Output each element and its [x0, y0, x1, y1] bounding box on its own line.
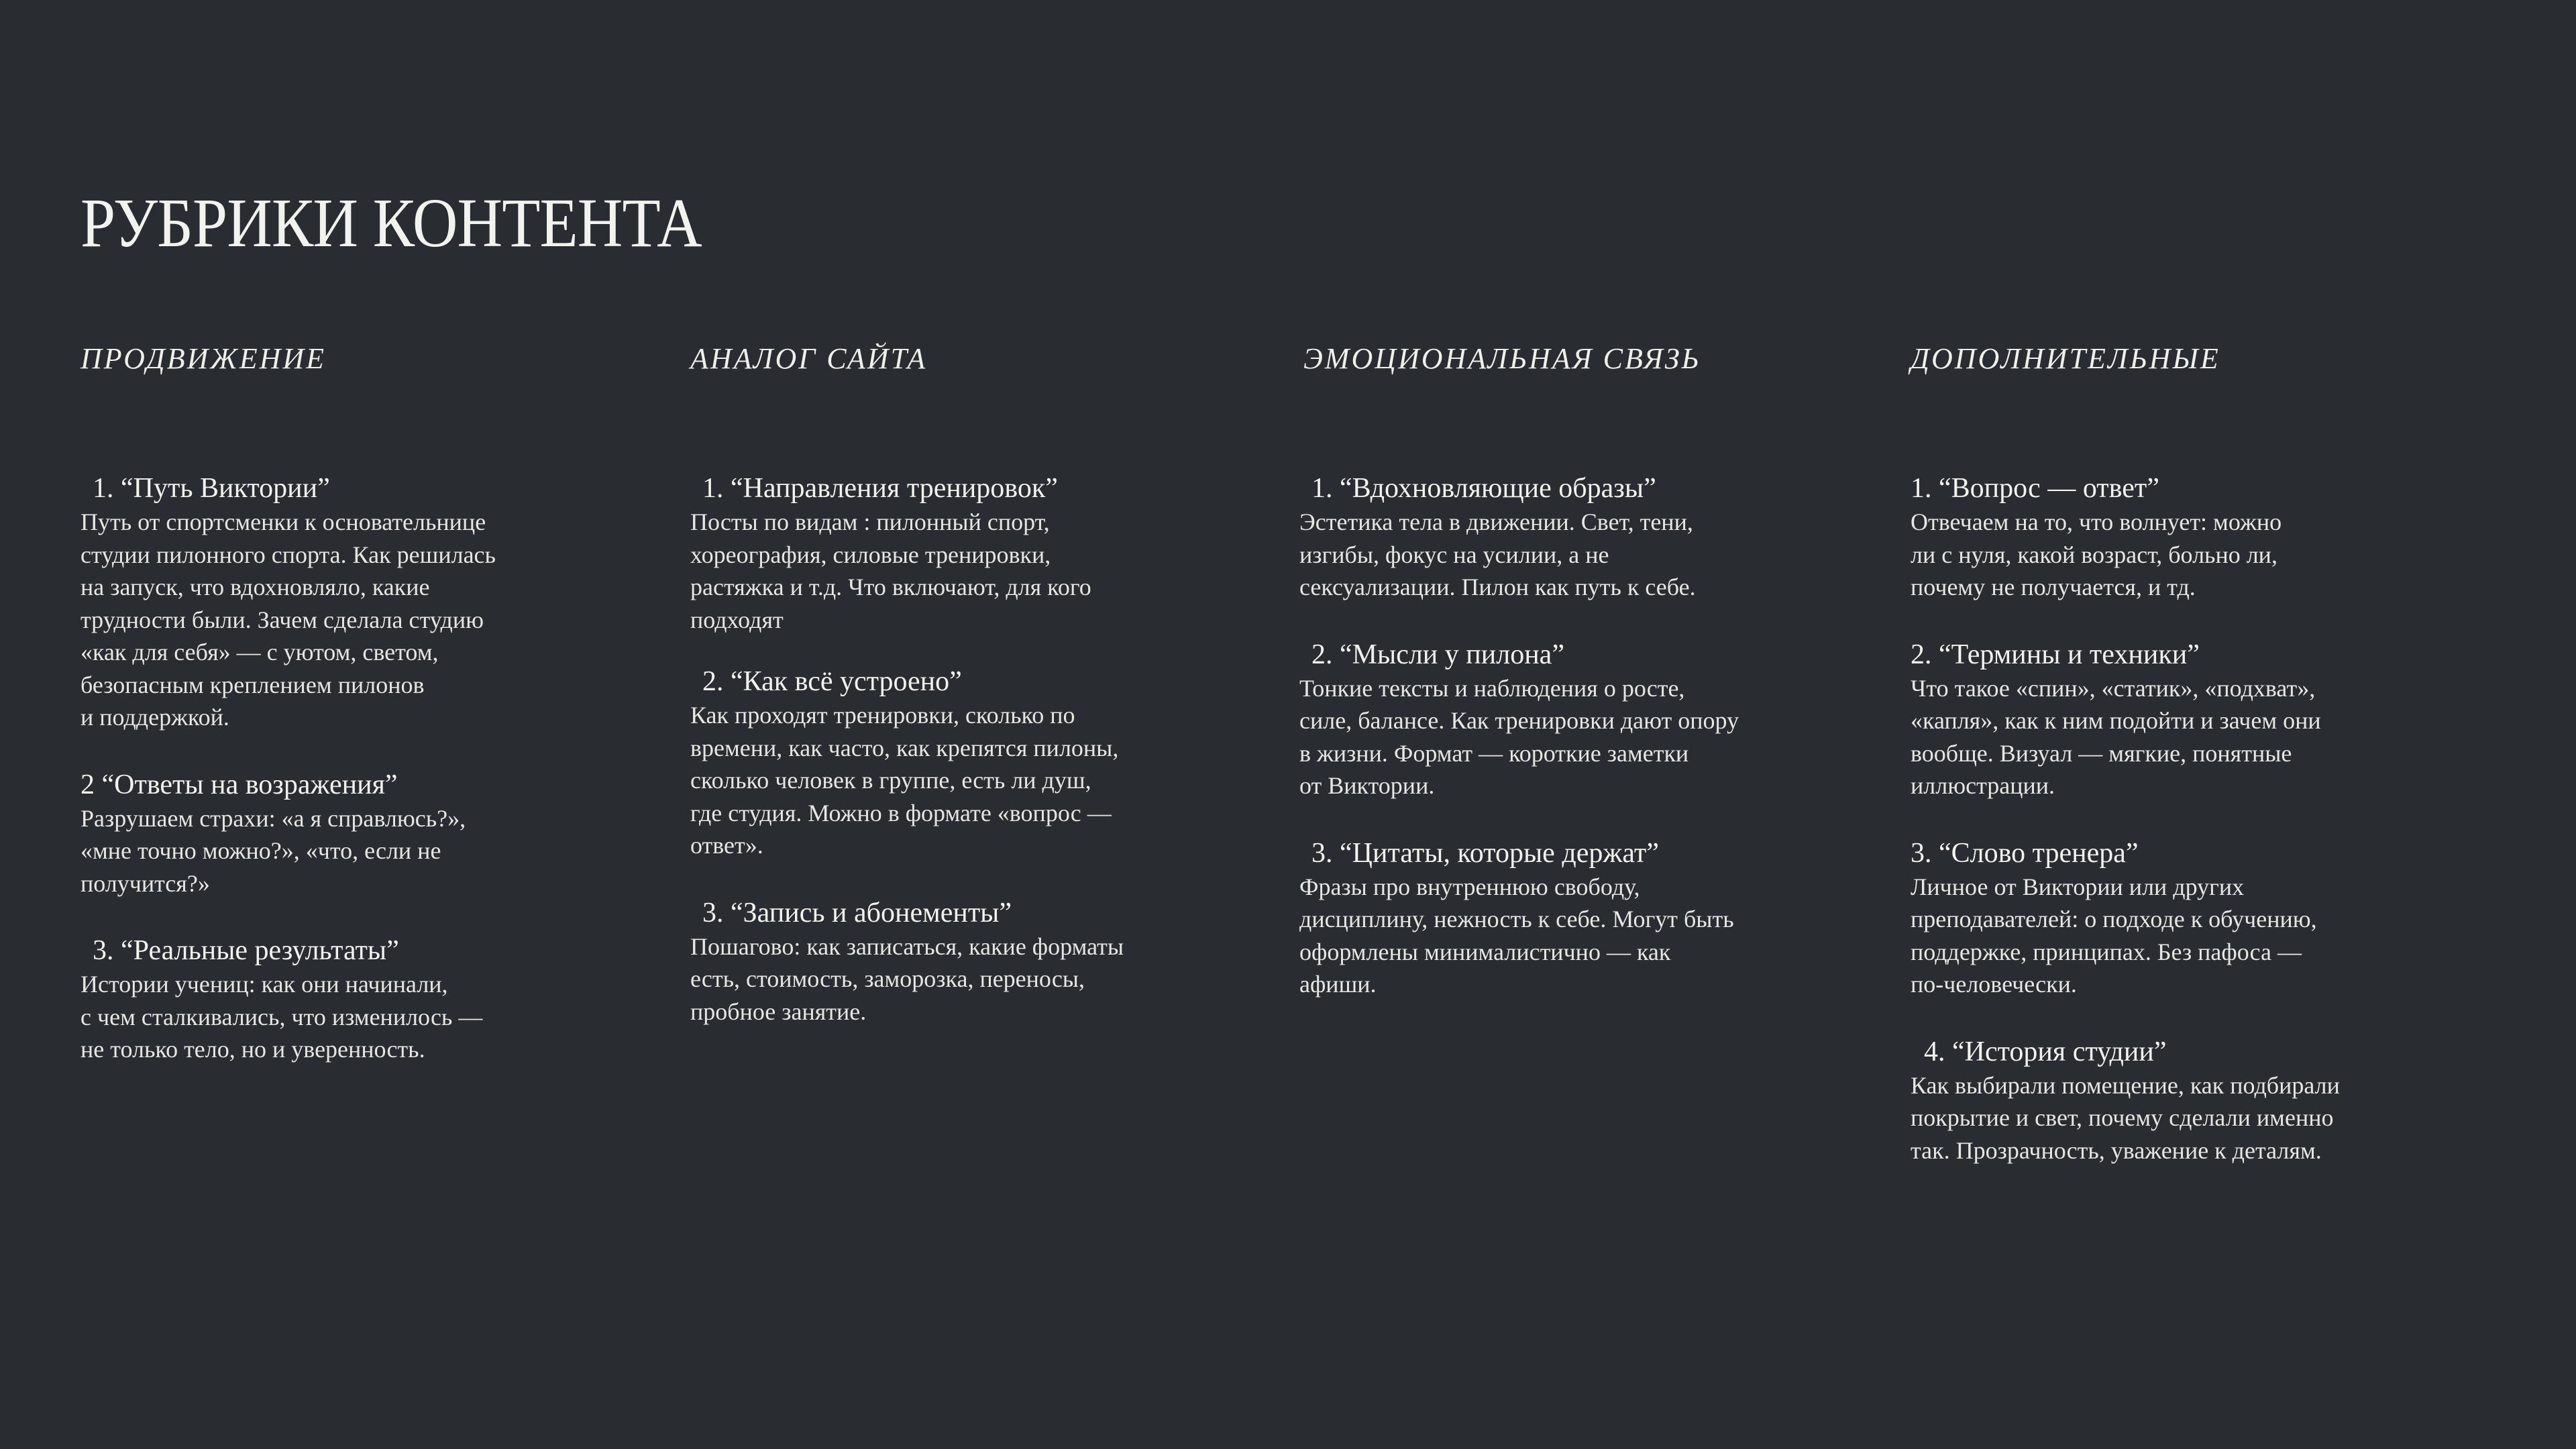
rubric-item: [1299, 471, 1849, 604]
rubric-title: 1. “Вдохновляющие образы”: [1311, 473, 1656, 504]
rubric-list: [1299, 471, 1849, 1001]
rubric-item: [1299, 637, 1849, 802]
rubric-title: 3. “Запись и абонементы”: [702, 897, 1012, 928]
rubric-description: Путь от спортсменки к основательнице студии пилонного спорта. Как решилась на запуск, что вдохновляло, какие трудности были. Зачем сделала студию «как для себя» — с уютом, светом, безопасным креплением пилонов и поддержкой.: [80, 508, 496, 731]
rubric-description: Как проходят тренировки, сколько по времени, как часто, как крепятся пилоны, сколько человек в группе, есть ли душ, где студия. Можно в формате «вопрос — ответ».: [690, 702, 1119, 859]
page-title: РУБРИКИ КОНТЕНТА: [80, 184, 702, 262]
rubric-item: [80, 933, 631, 1066]
column-heading: ЭМОЦИОНАЛЬНАЯ СВЯЗЬ: [1303, 342, 1701, 375]
rubric-item: [1299, 836, 1849, 1001]
rubric-title: 1. “Направления тренировок”: [702, 473, 1058, 504]
column-emotional-connection: [1299, 335, 1849, 1034]
rubric-description: Личное от Виктории или других преподавателей: о подходе к обучению, поддержке, принципах. Без пафоса — по-человечески.: [1911, 873, 2317, 998]
rubric-description: Посты по видам : пилонный спорт, хореография, силовые тренировки, растяжка и т.д. Что включают, для кого подходят: [690, 508, 1091, 633]
rubric-item: [1911, 637, 2461, 802]
rubric-description: Тонкие тексты и наблюдения о росте, силе, балансе. Как тренировки дают опору в жизни. Формат — короткие заметки от Виктории.: [1299, 674, 1739, 799]
column-heading: АНАЛОГ САЙТА: [690, 342, 928, 375]
rubric-description: Отвечаем на то, что волнует: можно ли с нуля, какой возраст, больно ли, почему не получается, и тд.: [1911, 508, 2282, 600]
rubric-description: Эстетика тела в движении. Свет, тени, изгибы, фокус на усилии, а не сексуализации. Пилон как путь к себе.: [1299, 508, 1696, 600]
rubric-title: 2. “Мысли у пилона”: [1311, 639, 1564, 670]
rubric-item: [80, 471, 631, 734]
rubric-item: [690, 471, 1240, 636]
rubric-description: Фразы про внутреннюю свободу, дисциплину, нежность к себе. Могут быть оформлены минималистично — как афиши.: [1299, 873, 1734, 998]
rubric-title: 1. “Вопрос — ответ”: [1911, 473, 2159, 504]
rubric-list: [690, 471, 1240, 1028]
rubric-title: 2. “Термины и техники”: [1911, 639, 2200, 670]
rubric-list: [80, 471, 631, 1066]
rubric-item: [1911, 836, 2461, 1001]
rubric-title: 3. “Слово тренера”: [1911, 837, 2139, 869]
rubric-title: 2. “Как всё устроено”: [702, 666, 962, 697]
rubric-item: [1911, 471, 2461, 604]
rubric-title: 1. “Путь Виктории”: [93, 473, 330, 504]
rubric-title: 3. “Цитаты, которые держат”: [1311, 837, 1659, 869]
column-site-analog: [690, 335, 1240, 1061]
rubric-item: [690, 664, 1240, 862]
content-columns: [80, 335, 2522, 1275]
rubric-description: Разрушаем страхи: «а я справлюсь?», «мне точно можно?», «что, если не получится?»: [80, 804, 466, 897]
rubric-title: 4. “История студии”: [1924, 1036, 2167, 1067]
rubric-item: [80, 767, 631, 900]
rubric-item: [1911, 1034, 2461, 1167]
column-promotion: [80, 335, 631, 1099]
rubric-title: 2 “Ответы на возражения”: [80, 769, 398, 800]
column-heading: ПРОДВИЖЕНИЕ: [80, 342, 327, 375]
rubric-description: Истории учениц: как они начинали, с чем сталкивались, что изменилось — не только тело, но и уверенность.: [80, 971, 483, 1063]
rubric-description: Как выбирали помещение, как подбирали покрытие и свет, почему сделали именно так. Прозрачность, уважение к деталям.: [1911, 1071, 2340, 1164]
rubric-title: 3. “Реальные результаты”: [93, 935, 399, 966]
column-heading: ДОПОЛНИТЕЛЬНЫЕ: [1911, 342, 2220, 375]
rubric-description: Пошагово: как записаться, какие форматы есть, стоимость, заморозка, переносы, пробное занятие.: [690, 932, 1124, 1025]
rubric-description: Что такое «спин», «статик», «подхват», «капля», как к ним подойти и зачем они вообще. Визуал — мягкие, понятные иллюстрации.: [1911, 674, 2321, 799]
rubric-list: [1911, 471, 2461, 1167]
rubric-item: [690, 896, 1240, 1028]
column-additional: [1911, 335, 2461, 1200]
